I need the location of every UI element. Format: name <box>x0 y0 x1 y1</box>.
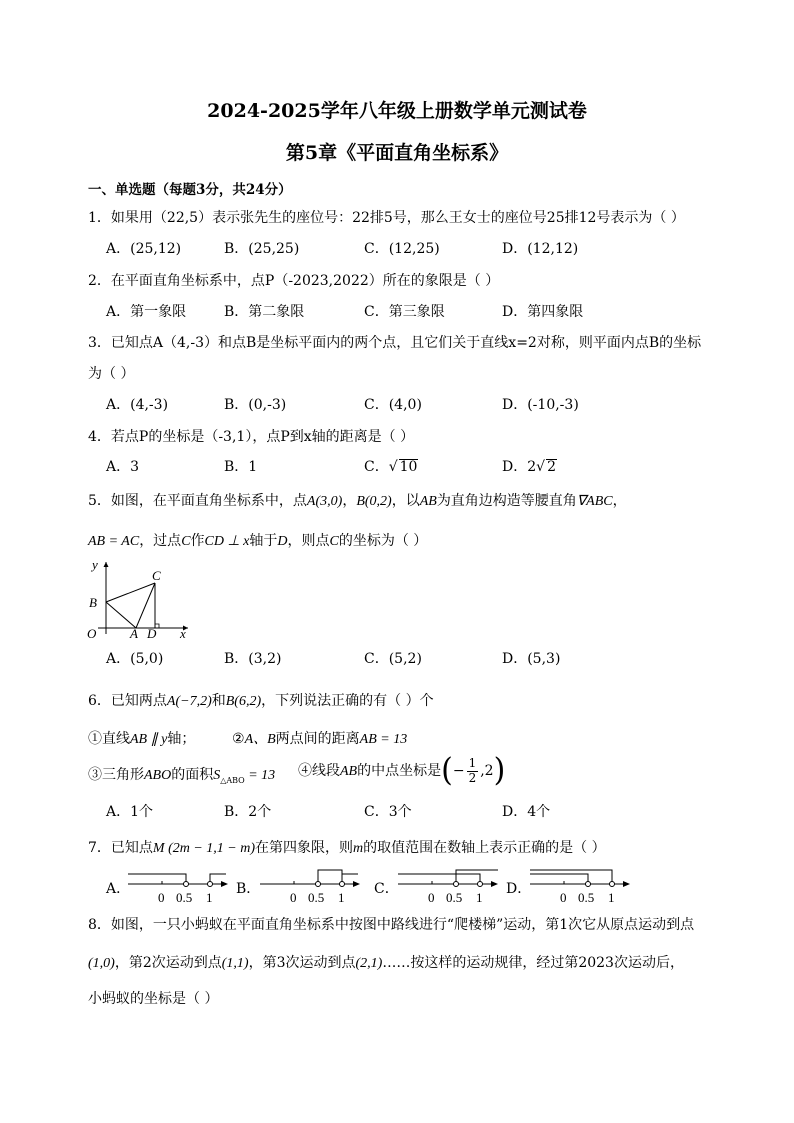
arrow-icon <box>353 881 360 887</box>
q6-s1-a: ①直线 <box>88 731 130 747</box>
tick-1: 1 <box>206 890 213 905</box>
minus-sign: − <box>452 763 465 779</box>
question-2-option-a: A．第一象限 <box>106 304 187 320</box>
segment-ab <box>106 602 136 628</box>
question-4-option-c-radicand: 10 <box>399 459 418 475</box>
q7-text-c: 的取值范围在数轴上表示正确的是（ ） <box>363 840 606 856</box>
question-7-option-d-label: D． <box>506 881 532 897</box>
tick-0: 0 <box>560 890 567 905</box>
y-axis-arrow-icon <box>104 562 109 567</box>
question-8-stem-cont <box>88 952 684 972</box>
tick-0-5: 0.5 <box>308 890 325 905</box>
question-8-stem-end: 小蚂蚁的坐标是（ ） <box>88 991 219 1007</box>
q5-comma: ， <box>342 493 357 509</box>
fraction-denominator: 2 <box>468 770 477 785</box>
q5-cd: CD ⊥ x <box>204 534 250 549</box>
q5-text-e: 作 <box>190 533 205 549</box>
label-o: O <box>87 626 97 638</box>
question-4-option-d <box>502 456 557 476</box>
question-5-option-d: D．(5,3) <box>502 651 561 667</box>
q8-text-b: ，第2次运动到点 <box>114 955 222 971</box>
question-5-stem <box>88 490 627 510</box>
arrow-icon <box>221 881 228 887</box>
question-2-option-d: D．第四象限 <box>502 304 584 320</box>
q6-s3-m: ABO <box>144 768 172 783</box>
label-d: D <box>147 626 157 638</box>
sqrt-icon: √ <box>536 459 546 475</box>
question-6-statement-4 <box>298 752 506 789</box>
q7-text-a: 7．已知点 <box>88 840 153 856</box>
question-4-stem: 4．若点P的坐标是（-3,1），点P到x轴的距离是（ ） <box>88 429 415 445</box>
q5-text-f: 轴于 <box>249 533 278 549</box>
q7-m: m <box>353 841 364 856</box>
question-7-stem <box>88 837 606 857</box>
tick-0-5: 0.5 <box>578 890 595 905</box>
q5-d: D <box>277 534 288 549</box>
q6-and: 和 <box>211 693 226 709</box>
q5-text-h: 的坐标为（ ） <box>338 533 428 549</box>
question-4-option-d-radicand: 2 <box>547 459 556 475</box>
number-line-a <box>124 862 234 906</box>
question-3-stem-cont: 为（ ） <box>88 366 135 382</box>
q6-s3-a: ③三角形 <box>88 767 144 783</box>
label-y: y <box>92 557 98 572</box>
q5-text-d: ，过点 <box>139 533 182 549</box>
question-3-stem: 3．已知点A（4,-3）和点B是坐标平面内的两个点，且它们关于直线x=2对称，则平面内点B的坐标 <box>88 335 702 351</box>
fraction-numerator: 1 <box>468 756 477 771</box>
question-5-option-c: C．(5,2) <box>364 651 422 667</box>
label-a: A <box>130 626 138 638</box>
q6-s1-b: 轴； <box>167 731 196 747</box>
arrow-icon <box>491 881 498 887</box>
arrow-icon <box>623 881 630 887</box>
q6-s2-c: AB = 13 <box>359 732 408 747</box>
q5-text-a: 5．如图，在平面直角坐标系中，点 <box>88 493 307 509</box>
q5-text-g: ，则点 <box>287 533 330 549</box>
question-6-option-a: A．1个 <box>106 804 154 820</box>
q8-point-3: (2,1) <box>355 956 383 971</box>
q5-point-a: A(3,0) <box>306 494 343 509</box>
question-1-option-d: D．(12,12) <box>502 241 579 257</box>
q6-s3-b: 的面积 <box>171 767 214 783</box>
label-x: x <box>180 626 186 638</box>
q5-text-b: ，以 <box>391 493 420 509</box>
question-7-option-c-label: C． <box>374 881 399 897</box>
question-6-statement-3 <box>88 764 275 785</box>
q5-c2: C <box>329 534 339 549</box>
q6-s4-b: 的中点坐标是 <box>357 763 442 779</box>
question-5-stem-cont <box>88 530 427 550</box>
page-title: 2024-2025学年八年级上册数学单元测试卷 <box>207 100 587 122</box>
q6-s3-c: S <box>213 768 221 783</box>
label-c: C <box>152 568 161 583</box>
question-7-option-b-label: B． <box>236 881 261 897</box>
q6-s2-b: 两点间的距离 <box>275 731 360 747</box>
number-line-d <box>526 862 638 906</box>
question-2-option-c: C．第三象限 <box>364 304 445 320</box>
q5-triangle: ∇ABC <box>576 494 613 509</box>
number-line-b <box>256 862 366 906</box>
q5-text-c: 为直角边构造等腰直角 <box>436 493 577 509</box>
q6-s2-a: ② <box>232 731 245 747</box>
question-3-option-a: A．(4,-3) <box>106 397 169 413</box>
tick-1: 1 <box>608 890 615 905</box>
q8-text-f: ……按这样的运动规律，经过第2023次运动后， <box>382 955 684 971</box>
fraction <box>467 757 479 784</box>
section-heading: 一、单选题（每题3分，共24分） <box>88 182 292 198</box>
question-1-stem: 1．如果用（22,5）表示张先生的座位号：22排5号，那么王女士的座位号25排12号表示为（ ） <box>88 210 685 226</box>
q6-text-b: ，下列说法正确的有（ ）个 <box>261 693 434 709</box>
q8-text-d: ，第3次运动到点 <box>248 955 356 971</box>
q6-point-b: B(6,2) <box>225 694 262 709</box>
q8-point-1: (1,0) <box>88 956 115 971</box>
question-6-stem <box>88 690 434 710</box>
question-4-option-a: A．3 <box>106 459 140 475</box>
question-1-option-c: C．(12,25) <box>364 241 440 257</box>
q6-point-a: A(−7,2) <box>166 694 212 709</box>
question-2-stem: 2．在平面直角坐标系中，点P（-2023,2022）所在的象限是（ ） <box>88 273 500 289</box>
q5-comma2: ， <box>612 493 627 509</box>
question-4-option-c <box>364 456 418 476</box>
tick-0: 0 <box>428 890 435 905</box>
tick-0-5: 0.5 <box>176 890 193 905</box>
right-paren-icon: ) <box>493 752 506 789</box>
tick-0: 0 <box>158 890 165 905</box>
q8-point-2: (1,1) <box>221 956 249 971</box>
question-6-option-c: C．3个 <box>364 804 412 820</box>
tick-0-5: 0.5 <box>446 890 463 905</box>
q5-eq: AB = AC <box>88 534 140 549</box>
q6-s3-sub: △ABO <box>220 775 245 785</box>
q7-text-b: 在第四象限，则 <box>255 840 354 856</box>
question-2-option-b: B．第二象限 <box>224 304 305 320</box>
question-1-option-b: B．(25,25) <box>224 241 300 257</box>
question-6-option-d: D．4个 <box>502 804 551 820</box>
question-1-option-a: A．(25,12) <box>106 241 182 257</box>
label-b: B <box>89 595 97 610</box>
tick-1: 1 <box>476 890 483 905</box>
question-4-option-d-label: D．2 <box>502 459 537 475</box>
q6-s4-a: ④线段 <box>298 763 340 779</box>
figure-5-diagram <box>84 556 196 638</box>
page-subtitle: 第5章《平面直角坐标系》 <box>285 142 509 164</box>
question-8-stem: 8．如图，一只小蚂蚁在平面直角坐标系中按图中路线进行“爬楼梯”运动，第1次它从原点运动到点 <box>88 917 695 933</box>
question-3-option-b: B．(0,-3) <box>224 397 287 413</box>
question-4-option-b: B．1 <box>224 459 258 475</box>
tick-0: 0 <box>290 890 297 905</box>
q6-s1-m: AB ∥ y <box>130 732 168 747</box>
sqrt-icon: √ <box>388 459 398 475</box>
q5-c: C <box>181 534 191 549</box>
q6-text-a: 6．已知两点 <box>88 693 167 709</box>
question-3-option-d: D．(-10,-3) <box>502 397 579 413</box>
question-4-option-c-label: C． <box>364 459 389 475</box>
question-6-option-b: B．2个 <box>224 804 272 820</box>
question-3-option-c: C．(4,0) <box>364 397 422 413</box>
question-5-option-a: A．(5,0) <box>106 651 164 667</box>
q6-s3-d: = 13 <box>244 768 276 783</box>
q5-point-b: B(0,2) <box>356 494 392 509</box>
question-7-option-a-label: A． <box>106 881 131 897</box>
question-5-option-b: B．(3,2) <box>224 651 282 667</box>
question-6-statement-2 <box>232 728 407 748</box>
q6-s4-m: AB <box>340 764 358 779</box>
q5-ab: AB <box>419 494 437 509</box>
q6-s4-c: ,2 <box>480 763 494 779</box>
q6-s2-m: A、B <box>244 732 276 747</box>
tick-1: 1 <box>338 890 345 905</box>
number-line-c <box>394 862 504 906</box>
q7-point-m: M (2m − 1,1 − m) <box>152 841 256 856</box>
question-6-statement-1 <box>88 728 195 748</box>
left-paren-icon: ( <box>441 752 453 789</box>
